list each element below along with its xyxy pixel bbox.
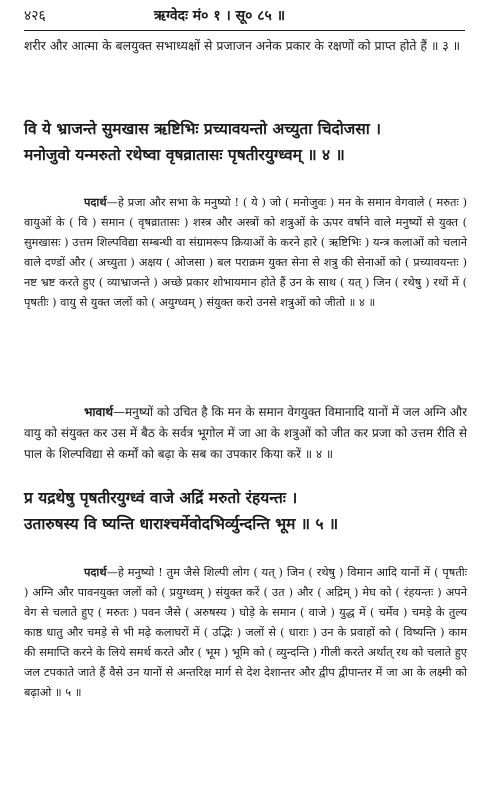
- bhavartha-4-label: भावार्थ: [84, 405, 113, 419]
- page-header: [24, 6, 465, 25]
- mantra-5: [24, 485, 467, 537]
- mantra-5-line-2: उतारुषस्य वि ष्यन्ति धाराश्चर्मेवोदभिर्व्युन्दन्ति भूम ॥ ५ ॥: [24, 514, 339, 533]
- bhavartha-4-text: —मनुष्यों को उचित है कि मन के समान वेगयुक्त विमानादि यानों में जल अग्नि और वायु को संयुक्त कर उस में बैठ के सर्वत्र भूगोल में जा आ के शत्रुओं को जीत कर प्रजा को उत्तम रीति से पाल के शिल्पविद्या से कर्मों को बढ़ा के सब का उपकार किया करें ॥ ४ ॥: [24, 405, 467, 461]
- header-divider: [24, 30, 465, 31]
- padartha-4-text: —हे प्रजा और सभा के मनुष्यो ! ( ये ) जो ( मनोजुवः ) मन के समान वेगवाले ( मरुतः ) वायुओं के ( वि ) समान ( वृषव्रातासः ) शस्त्र और अस्त्रों को शत्रुओं के ऊपर वर्षाने वाले मनुष्यों से युक्त ( सुमखासः ) उत्तम शिल्पविद्या सम्बन्धी वा संग्रामरूप क्रियाओं के करने हारे ( ऋष्टिभिः ) यन्त्र कलाओं को चलाने वाले दण्डों और ( अच्युता ) अक्षय ( ओजसा ) बल पराक्रम युक्त सेना से शत्रु की सेनाओं को ( प्रच्यावयन्तः ) नष्ट भ्रष्ट करते हुए ( व्याभ्राजन्ते ) अच्छे प्रकार शोभायमान होते हैं उन के साथ ( यत् ) जिन ( रथेषु ) रथों में ( पृषतीः ) वायु से युक्त जलों को ( अयुग्ध्वम् ) संयुक्त करो उनसे शत्रुओं को जीतो ॥ ४ ॥: [24, 196, 467, 309]
- padartha-4-label: पदार्थ: [84, 195, 107, 209]
- mantra-4: [24, 116, 467, 168]
- page-running-title: ऋग्वेदः मं० १ । सू० ८५ ॥: [154, 8, 286, 24]
- padartha-5: [24, 562, 467, 703]
- bhavartha-4: [24, 402, 467, 465]
- padartha-4: [24, 192, 467, 313]
- mantra-5-line-1: प्र यद्रथेषु पृषतीरयुग्ध्वं वाजे अद्रिं मरुतो रंहयन्तः ।: [24, 488, 298, 507]
- padartha-5-label: पदार्थ: [84, 565, 107, 579]
- mantra-4-line-2: मनोजुवो यन्मरुतो रथेष्वा वृषव्रातासः पृषतीरयुग्ध्वम् ॥ ४ ॥: [24, 145, 345, 164]
- page-number: ४२६: [24, 8, 46, 24]
- mantra-4-line-1: वि ये भ्राजन्ते सुमखास ऋष्टिभिः प्रच्यावयन्तो अच्युता चिदोजसा ।: [24, 119, 382, 138]
- padartha-5-text: —हे मनुष्यो ! तुम जैसे शिल्पी लोग ( यत् ) जिन ( रथेषु ) विमान आदि यानों में ( पृषतीः ) अग्नि और पावनयुक्त जलों को ( प्रयुग्ध्वम् ) संयुक्त करें ( उत ) और ( अद्रिम् ) मेघ को ( रंहयन्तः ) अपने वेग से चलाते हुए ( मरुतः ) पवन जैसे ( अरुषस्य ) घोड़े के समान ( वाजे ) युद्ध में ( चर्मेव ) चमड़े के तुल्य काष्ठ धातु और चमड़े से भी मढ़े कलाघरों में ( उद्भिः ) जलों से ( धाराः ) उन के प्रवाहों को ( विष्यन्ति ) काम की समाप्ति करने के लिये समर्थ करते और ( भूम ) भूमि को ( व्युन्दन्ति ) गीली करते अर्थात् रथ को चलाते हुए जल टपकाते जाते हैं वैसे उन यानों से अन्तरिक्ष मार्ग से देश देशान्तर और द्वीप द्वीपान्तर में जा आ के लक्ष्मी को बढ़ाओ ॥ ५ ॥: [24, 566, 467, 699]
- intro-paragraph: शरीर और आत्मा के बलयुक्त सभाध्यक्षों से प्रजाजन अनेक प्रकार के रक्षणों को प्राप्त होते हैं ॥ ३ ॥: [24, 38, 461, 53]
